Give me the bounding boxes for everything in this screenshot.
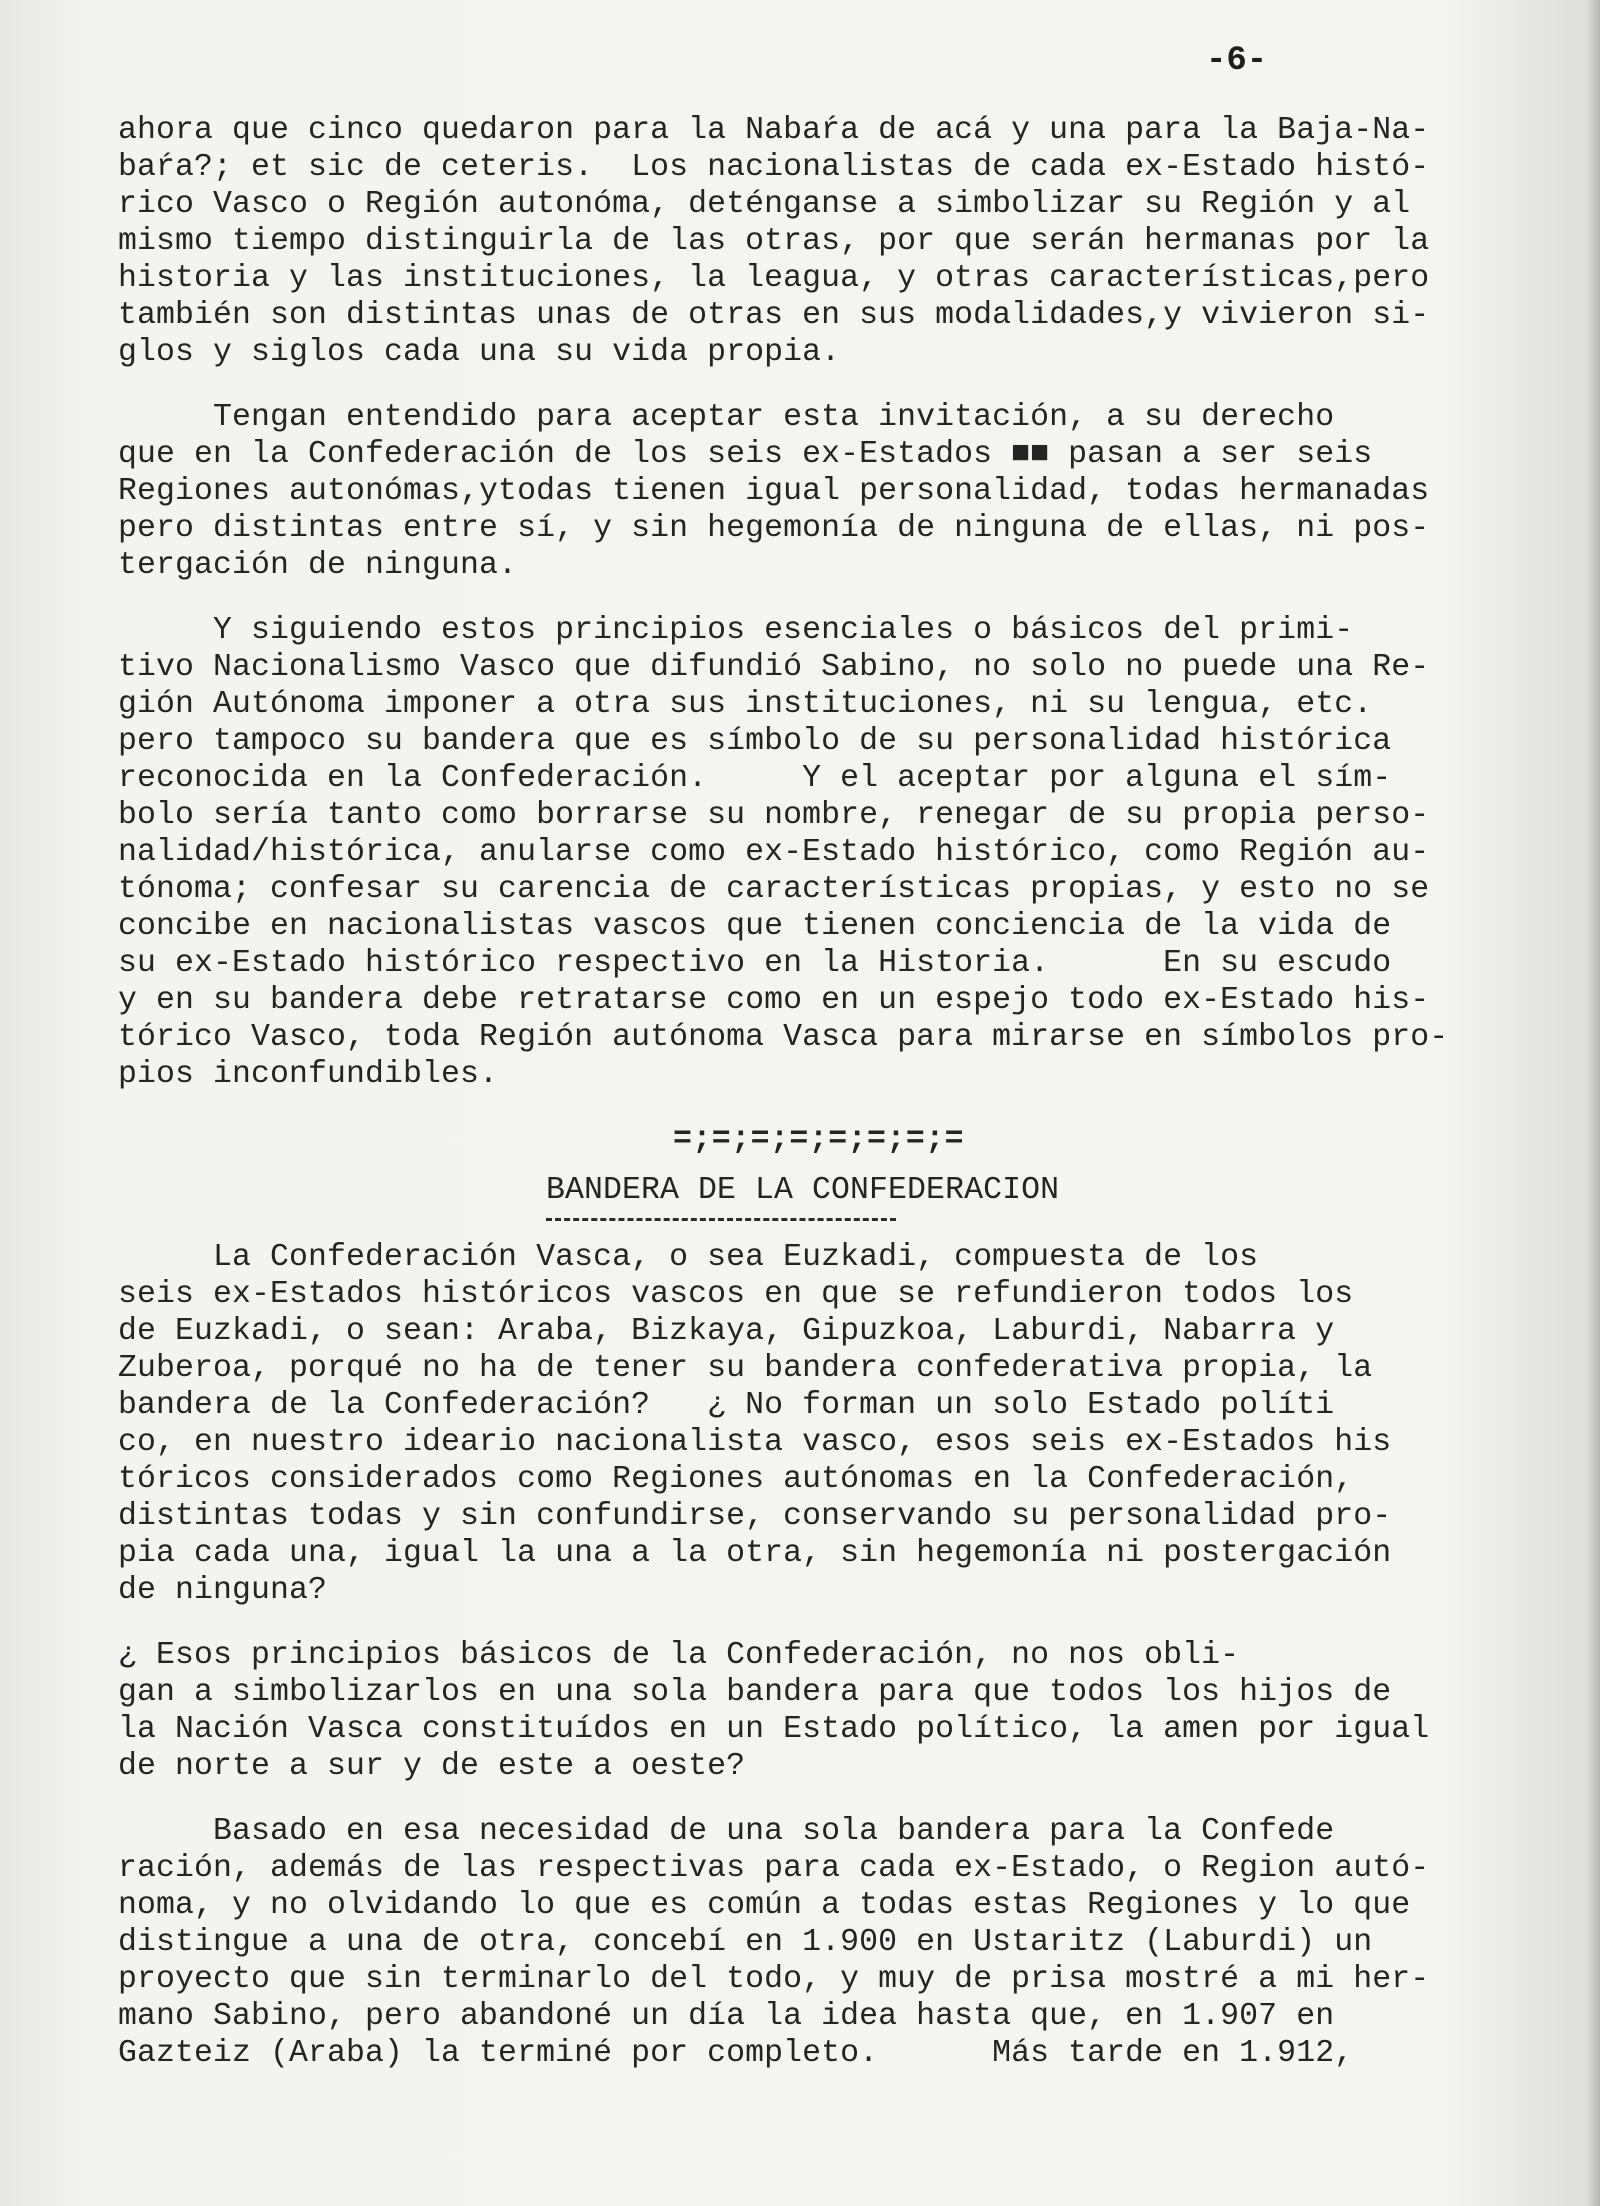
text-line: mano Sabino, pero abandoné un día la idea hasta que, en 1.907 en <box>118 1999 1335 2034</box>
text-line: reconocida en la Confederación. Y el aceptar por alguna el sím- <box>118 761 1392 796</box>
text-line: noma, y no olvidando lo que es común a todas estas Regiones y lo que <box>118 1888 1411 1923</box>
text-line: seis ex-Estados históricos vascos en que se refundieron todos los <box>118 1277 1354 1312</box>
text-line: Regiones autonómas,ytodas tienen igual personalidad, todas hermanadas <box>118 474 1430 509</box>
text-line: tórico Vasco, toda Región autónoma Vasca para mirarse en símbolos pro- <box>118 1020 1449 1055</box>
text-line: baŕa?; et sic de ceteris. Los nacionalistas de cada ex-Estado histó- <box>118 150 1430 185</box>
text-line: gión Autónoma imponer a otra sus instituciones, ni su lengua, etc. <box>118 687 1373 722</box>
text-line: tónoma; confesar su carencia de características propias, y esto no se <box>118 872 1430 907</box>
text-line: tivo Nacionalismo Vasco que difundió Sabino, no solo no puede una Re- <box>118 650 1430 685</box>
text-line: Zuberoa, porqué no ha de tener su bandera confederativa propia, la <box>118 1351 1373 1386</box>
document-body <box>118 112 1578 2072</box>
section-heading-underline <box>546 1198 896 1221</box>
paragraph-gap <box>118 584 1578 612</box>
text-line: distintas todas y sin confundirse, conservando su personalidad pro- <box>118 1499 1392 1534</box>
paragraph-1 <box>118 112 1578 371</box>
text-line: pios inconfundibles. <box>118 1057 499 1092</box>
text-line: Tengan entendido para aceptar esta invitación, a su derecho <box>118 400 1335 435</box>
text-line: pero distintas entre sí, y sin hegemonía de ninguna de ellas, ni pos- <box>118 511 1430 546</box>
text-line: bandera de la Confederación? ¿ No forman un solo Estado políti <box>118 1388 1335 1423</box>
text-line: mismo tiempo distinguirla de las otras, por que serán hermanas por la <box>118 224 1430 259</box>
text-line: de Euzkadi, o sean: Araba, Bizkaya, Gipuzkoa, Laburdi, Nabarra y <box>118 1314 1335 1349</box>
text-line: y en su bandera debe retratarse como en un espejo todo ex-Estado his- <box>118 983 1430 1018</box>
text-line: que en la Confederación de los seis ex-Estados ■■ pasan a ser seis <box>118 437 1373 472</box>
text-line: La Confederación Vasca, o sea Euzkadi, compuesta de los <box>118 1240 1259 1275</box>
text-line: bolo sería tanto como borrarse su nombre, renegar de su propia perso- <box>118 798 1430 833</box>
text-line: Y siguiendo estos principios esenciales o básicos del primi- <box>118 613 1354 648</box>
text-line: ahora que cinco quedaron para la Nabaŕa de acá y una para la Baja-Na- <box>118 113 1430 148</box>
text-line: rico Vasco o Región autonóma, deténganse a simbolizar su Región y al <box>118 187 1411 222</box>
paragraph-gap <box>118 1785 1578 1813</box>
text-line: co, en nuestro ideario nacionalista vasco, esos seis ex-Estados his <box>118 1425 1392 1460</box>
paragraph-gap <box>118 1609 1578 1637</box>
text-line: distingue a una de otra, concebí en 1.900 en Ustaritz (Laburdi) un <box>118 1925 1373 1960</box>
text-line: proyecto que sin terminarlo del todo, y muy de prisa mostré a mi her- <box>118 1962 1430 1997</box>
text-line: nalidad/histórica, anularse como ex-Estado histórico, como Región au- <box>118 835 1430 870</box>
section-separator: =;=;=;=;=;=;=;= <box>673 1122 965 1157</box>
text-line: ¿ Esos principios básicos de la Confederación, no nos obli- <box>118 1638 1240 1673</box>
text-line: también son distintas unas de otras en sus modalidades,y vivieron si- <box>118 298 1430 333</box>
text-line: tóricos considerados como Regiones autónomas en la Confederación, <box>118 1462 1354 1497</box>
paragraph-3 <box>118 612 1578 1093</box>
section-paragraph-3 <box>118 1813 1578 2072</box>
text-line: gan a simbolizarlos en una sola bandera para que todos los hijos de <box>118 1675 1392 1710</box>
text-line: Basado en esa necesidad de una sola bandera para la Confede <box>118 1814 1335 1849</box>
text-line: glos y siglos cada una su vida propia. <box>118 335 841 370</box>
text-line: Gazteiz (Araba) la terminé por completo. Más tarde en 1.912, <box>118 2036 1354 2071</box>
text-line: tergación de ninguna. <box>118 548 518 583</box>
text-line: ración, además de las respectivas para cada ex-Estado, o Region autó- <box>118 1851 1430 1886</box>
paragraph-gap <box>118 1093 1578 1121</box>
text-line: pia cada una, igual la una a la otra, sin hegemonía ni postergación <box>118 1536 1392 1571</box>
page-number: -6- <box>1206 42 1268 80</box>
text-line: la Nación Vasca constituídos en un Estado político, la amen por igual <box>118 1712 1430 1747</box>
text-line: historia y las instituciones, la leagua, y otras características,pero <box>118 261 1430 296</box>
text-line: de ninguna? <box>118 1573 328 1608</box>
text-line: pero tampoco su bandera que es símbolo de su personalidad histórica <box>118 724 1392 759</box>
text-line: concibe en nacionalistas vascos que tienen conciencia de la vida de <box>118 909 1392 944</box>
text-line: su ex-Estado histórico respectivo en la Historia. En su escudo <box>118 946 1392 981</box>
section-heading: BANDERA DE LA CONFEDERACION <box>546 1173 1060 1208</box>
text-line: de norte a sur y de este a oeste? <box>118 1749 746 1784</box>
paragraph-gap <box>118 371 1578 399</box>
section-paragraph-1 <box>118 1239 1578 1609</box>
section-gap <box>118 1221 1578 1239</box>
paragraph-2 <box>118 399 1578 584</box>
section-paragraph-2 <box>118 1637 1578 1785</box>
